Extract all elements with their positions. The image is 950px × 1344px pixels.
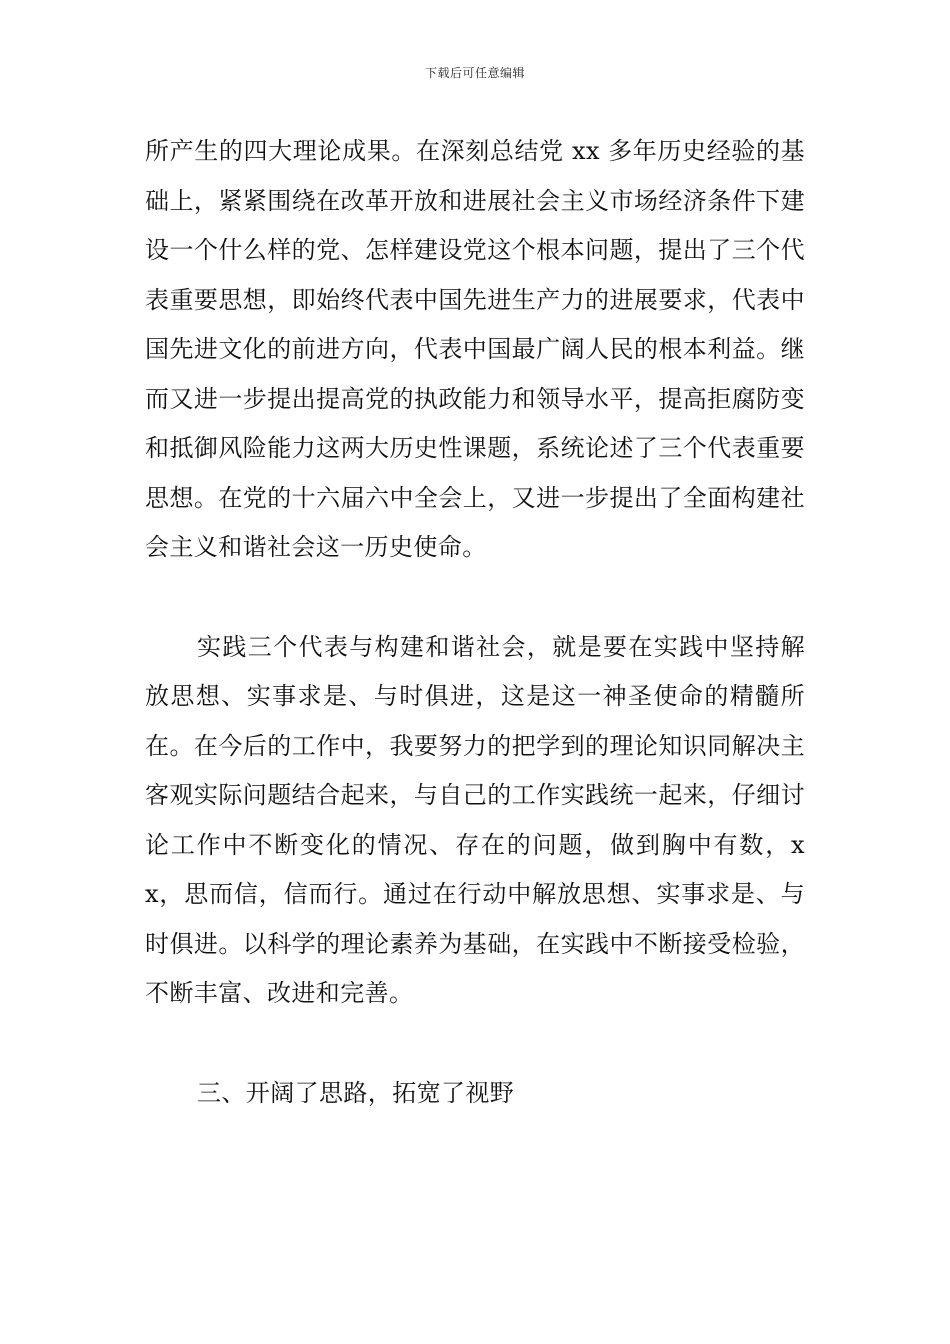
paragraph-practice: 实践三个代表与构建和谐社会，就是要在实践中坚持解放思想、实事求是、与时俱进，这是这一神圣使命的精髓所在。在今后的工作中，我要努力的把学到的理论知识同解决主客观实际问题结合起来，与自己的工作实践统一起来，仔细讨论工作中不断变化的情况、存在的问题，做到胸中有数，xx，思而信，信而行。通过在行动中解放思想、实事求是、与时俱进。以科学的理论素养为基础，在实践中不断接受检验，不断丰富、改进和完善。: [145, 632, 805, 1007]
section-heading: 三、开阔了思路，拓宽了视野: [197, 1078, 515, 1107]
paragraph-continuation: 所产生的四大理论成果。在深刻总结党 xx 多年历史经验的基础上，紧紧围绕在改革开放和进展社会主义市场经济条件下建设一个什么样的党、怎样建设党这个根本问题，提出了三个代表重要思想，即始终代表中国先进生产力的进展要求，代表中国先进文化的前进方向，代表中国最广阔人民的根本利益。继而又进一步提出提高党的执政能力和领导水平，提高拒腐防变和抵御风险能力这两大历史性课题，系统论述了三个代表重要思想。在党的十六届六中全会上，又进一步提出了全面构建社会主义和谐社会这一历史使命。: [145, 137, 805, 561]
page-header: 下载后可任意编辑: [424, 66, 525, 80]
document-body: [145, 127, 805, 1118]
